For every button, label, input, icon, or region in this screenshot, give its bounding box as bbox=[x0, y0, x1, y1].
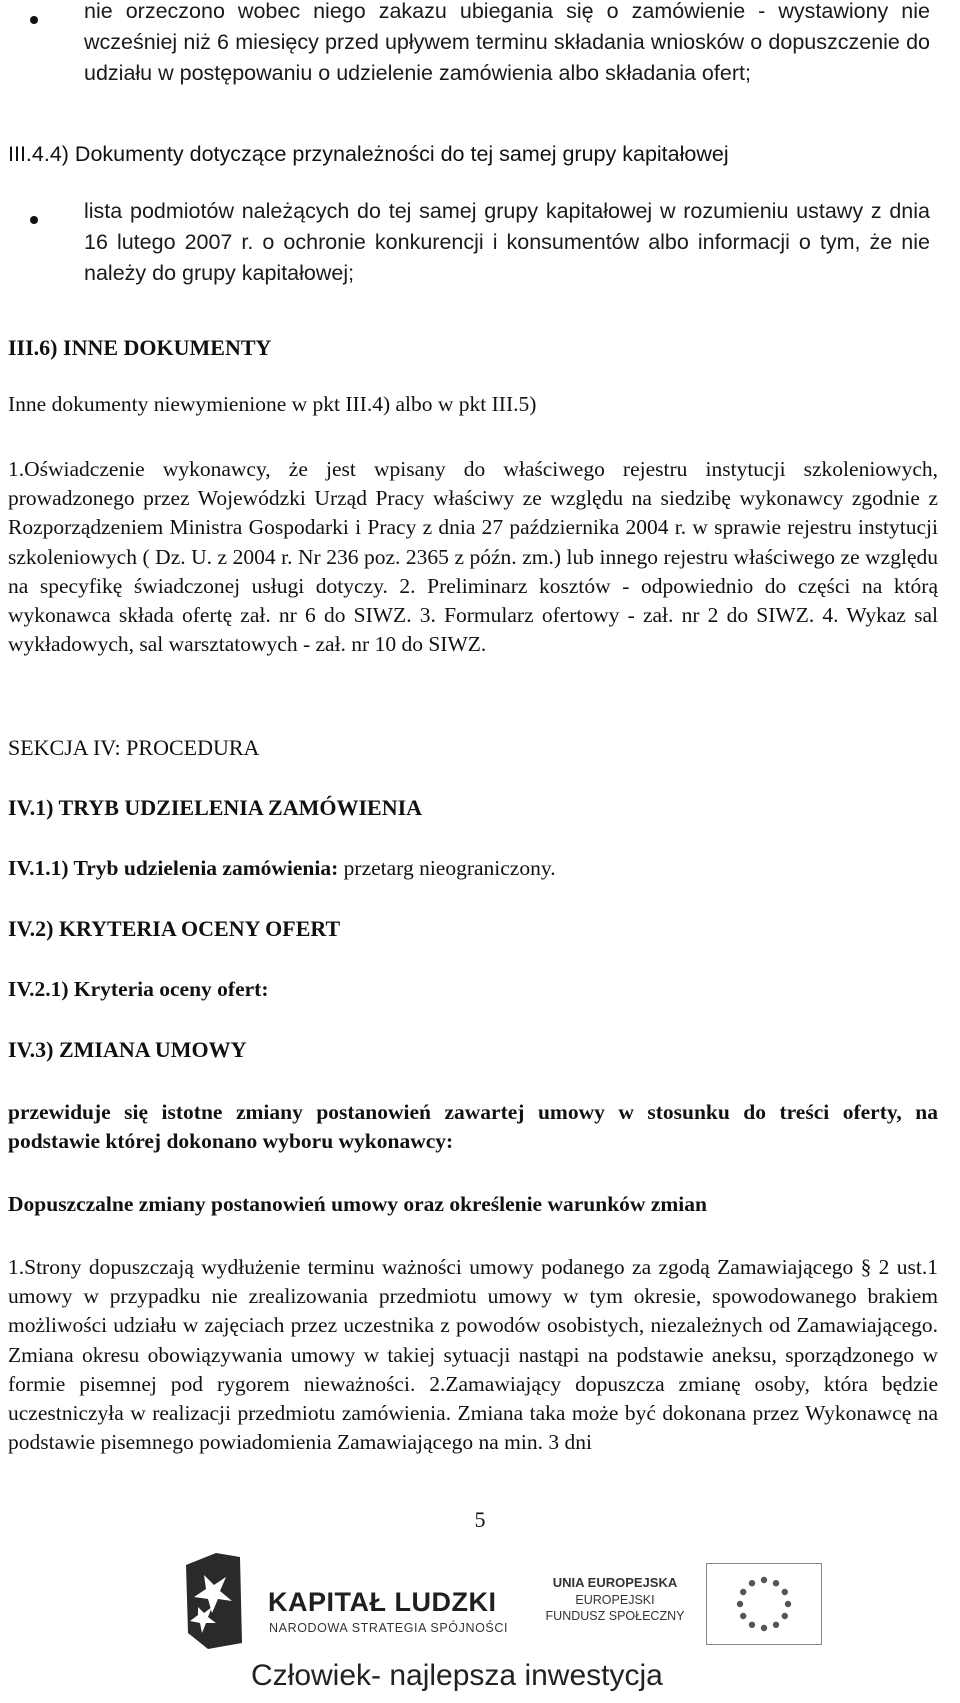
eu-flag-icon bbox=[706, 1563, 822, 1645]
eu-line-2: EUROPEJSKI bbox=[575, 1593, 655, 1607]
section-iii-4-4-heading: III.4.4) Dokumenty dotyczące przynależności do tej samej grupy kapitałowej bbox=[8, 142, 729, 166]
section-iv-1-1-line bbox=[8, 854, 938, 883]
bullet-item-capital-group: lista podmiotów należących do tej samej grupy kapitałowej w rozumieniu ustawy z dnia 16 lutego 2007 r. o ochronie konkurencji i konsumentów albo informacji o tym, że nie należy do grupy kapitałowej; bbox=[84, 199, 930, 285]
kapital-ludzki-title: KAPITAŁ LUDZKI bbox=[268, 1587, 497, 1617]
section-iv-heading: SEKCJA IV: PROCEDURA bbox=[8, 735, 260, 760]
kapital-ludzki-logo-icon bbox=[178, 1545, 248, 1655]
changes-heading: Dopuszczalne zmiany postanowień umowy oraz określenie warunków zmian bbox=[8, 1192, 707, 1216]
changes-paragraph: 1.Strony dopuszczają wydłużenie terminu ważności umowy podanego za zgodą Zamawiającego § 2 ust.1 umowy w przypadku nie zrealizowania przedmiotu umowy w tym okresie, spowodowanego brakiem możliwości udziału w zajęciach przez uczestnika z powodów osobistych, niezależnych od Zamawiającego. Zmiana okresu obowiązywania umowy w takiej sytuacji nastąpi na podstawie aneksu, sporządzonego w formie pisemnej pod rygorem nieważności. 2.Zamawiający dopuszcza zmianę osoby, która będzie uczestniczyła w realizacji przedmiotu zamówienia. Zmiana taka może być dokonana przez Wykonawcę na podstawie pisemnego powiadomienia Zamawiającego na min. 3 dni bbox=[8, 1255, 938, 1455]
page-number: 5 bbox=[474, 1507, 486, 1532]
other-documents-paragraph: 1.Oświadczenie wykonawcy, że jest wpisany do właściwego rejestru instytucji szkoleniowych, prowadzonego przez Wojewódzki Urząd Pracy właściwy ze względu na siedzibę wykonawcy zgodnie z Rozporządzeniem Ministra Gospodarki i Pracy z dnia 27 października 2004 r. w sprawie rejestru instytucji szkoleniowych ( Dz. U. z 2004 r. Nr 236 poz. 2365 z późn. zm.) lub innego rejestru właściwego ze względu na specyfikę świadczonej usługi dotyczy. 2. Preliminarz kosztów - odpowiednio do części na którą wykonawca składa ofertę zał. nr 6 do SIWZ. 3. Formularz ofertowy - zał. nr 2 do SIWZ. 4. Wykaz sal wykładowych, sal warsztatowych - zał. nr 10 do SIWZ. bbox=[8, 457, 938, 657]
bullet-icon bbox=[30, 16, 38, 24]
kapital-ludzki-subtitle: NARODOWA STRATEGIA SPÓJNOŚCI bbox=[269, 1621, 509, 1635]
bullet-icon bbox=[30, 216, 38, 224]
bullet-item-disqualification: nie orzeczono wobec niego zakazu ubiegania się o zamówienie - wystawiony nie wcześniej niż 6 miesięcy przed upływem terminu składania wniosków o dopuszczenie do udziału w postępowaniu o udzielenie zamówienia albo składania ofert; bbox=[84, 0, 930, 85]
eu-line-3: FUNDUSZ SPOŁECZNY bbox=[545, 1609, 685, 1623]
section-iv-1-1-value: przetarg nieograniczony. bbox=[338, 856, 556, 880]
section-iv-2-heading: IV.2) KRYTERIA OCENY OFERT bbox=[8, 916, 341, 941]
section-iv-1-1-label: IV.1.1) Tryb udzielenia zamówienia: bbox=[8, 856, 339, 880]
footer-slogan: Człowiek- najlepsza inwestycja bbox=[251, 1659, 663, 1692]
section-iv-3-heading: IV.3) ZMIANA UMOWY bbox=[8, 1037, 247, 1062]
eu-line-1: UNIA EUROPEJSKA bbox=[552, 1575, 678, 1590]
section-iv-2-1-heading: IV.2.1) Kryteria oceny ofert: bbox=[8, 977, 269, 1001]
other-documents-intro: Inne dokumenty niewymienione w pkt III.4) albo w pkt III.5) bbox=[8, 392, 537, 416]
section-iii-6-heading: III.6) INNE DOKUMENTY bbox=[8, 335, 272, 360]
footer-logos bbox=[0, 1535, 960, 1703]
changes-statement: przewiduje się istotne zmiany postanowień zawartej umowy w stosunku do treści oferty, na podstawie której dokonano wyboru wykonawcy: bbox=[8, 1100, 938, 1154]
section-iv-1-heading: IV.1) TRYB UDZIELENIA ZAMÓWIENIA bbox=[8, 795, 423, 820]
